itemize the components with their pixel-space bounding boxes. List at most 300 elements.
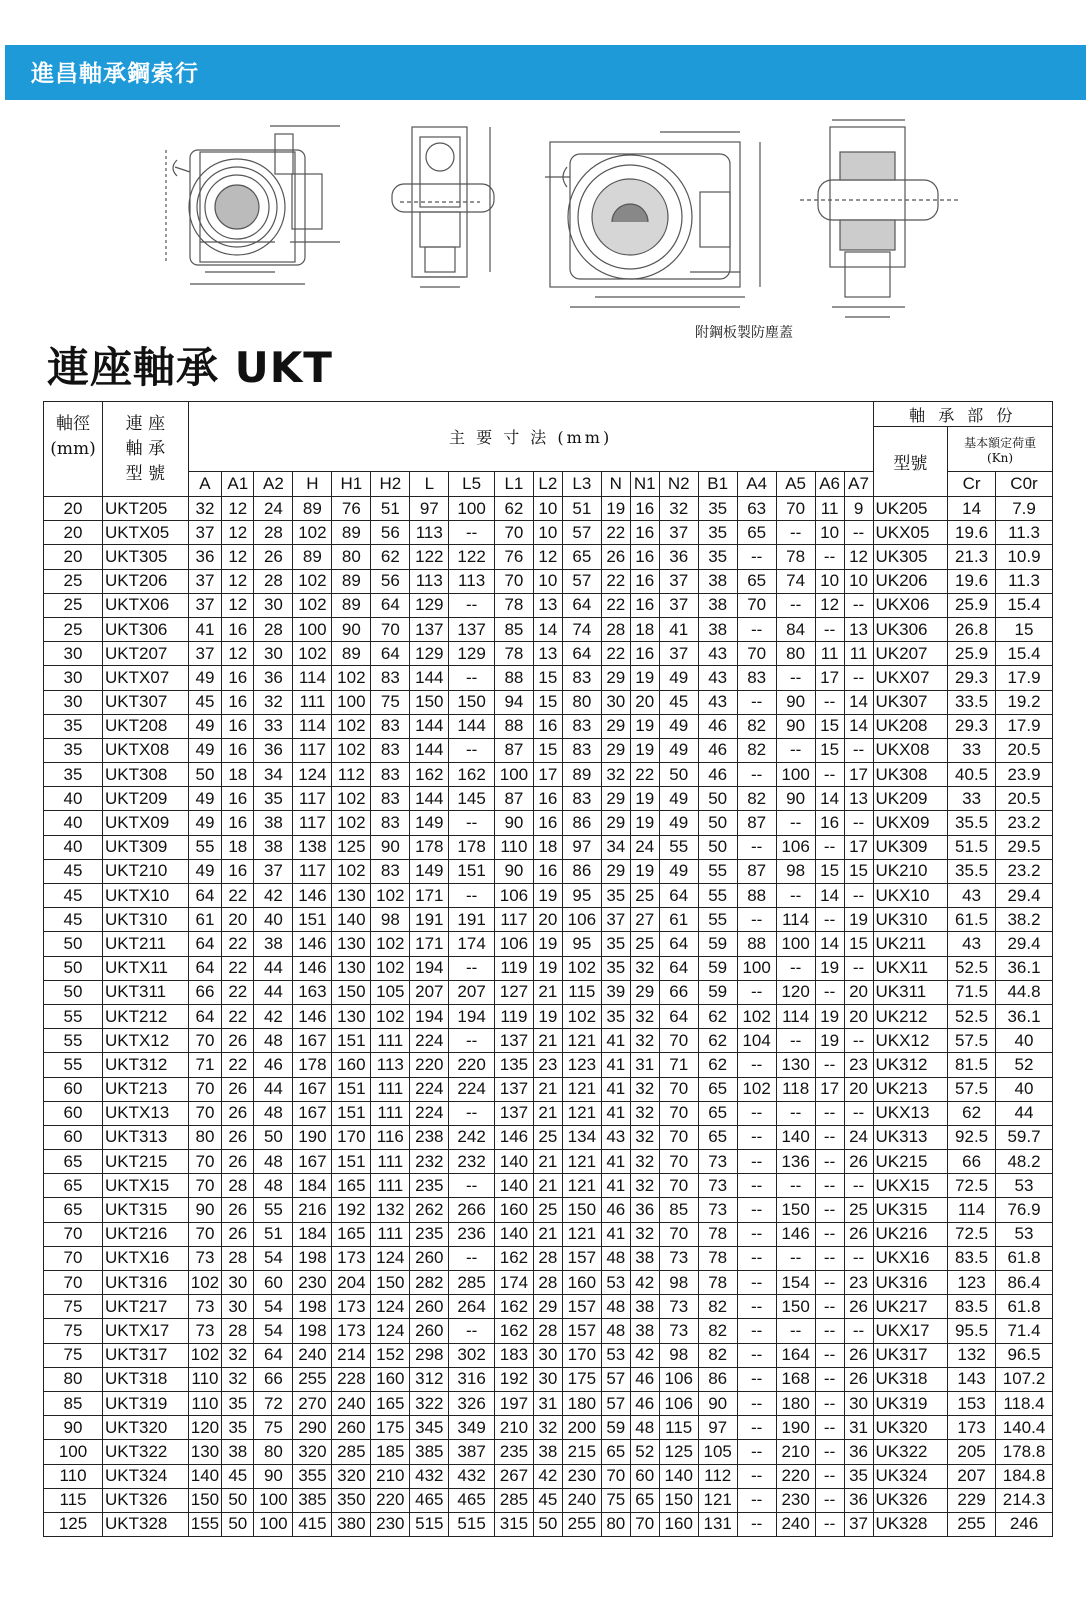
table-cell: UKX16 xyxy=(873,1246,948,1270)
table-cell: 198 xyxy=(293,1295,332,1319)
table-cell: 64 xyxy=(562,593,601,617)
col-header-l5: L5 xyxy=(449,472,495,497)
table-row xyxy=(44,1174,1053,1198)
table-cell: 25 xyxy=(844,1198,873,1222)
table-cell: 37 xyxy=(659,642,698,666)
table-cell: 70 xyxy=(659,1101,698,1125)
table-cell: 73 xyxy=(698,1174,737,1198)
table-cell: 43 xyxy=(698,690,737,714)
table-cell: 43 xyxy=(948,884,996,908)
table-cell: 197 xyxy=(494,1391,533,1415)
front-view-drawing xyxy=(166,126,340,284)
table-cell: 46 xyxy=(601,1198,630,1222)
table-cell: UKX05 xyxy=(873,521,948,545)
table-cell: 36.1 xyxy=(996,1004,1053,1028)
table-cell: 111 xyxy=(371,1174,410,1198)
table-cell: 61 xyxy=(659,908,698,932)
table-cell: 15.4 xyxy=(996,642,1053,666)
table-cell: 102 xyxy=(371,956,410,980)
table-cell: 43 xyxy=(698,666,737,690)
table-cell: 15 xyxy=(815,859,844,883)
table-cell: -- xyxy=(844,1246,873,1270)
table-cell: 35 xyxy=(222,1391,254,1415)
table-cell: 26 xyxy=(844,1222,873,1246)
table-cell: 52 xyxy=(630,1440,659,1464)
table-cell: 137 xyxy=(494,1101,533,1125)
table-cell: 14 xyxy=(844,714,873,738)
table-cell: 162 xyxy=(494,1246,533,1270)
col-header-h: H xyxy=(293,472,332,497)
table-cell: 80 xyxy=(44,1367,103,1391)
table-cell: 87 xyxy=(737,859,776,883)
table-cell: 66 xyxy=(948,1150,996,1174)
table-cell: 65 xyxy=(737,521,776,545)
table-cell: 29 xyxy=(601,811,630,835)
table-cell: -- xyxy=(844,521,873,545)
table-cell: 118.4 xyxy=(996,1391,1053,1415)
table-cell: -- xyxy=(737,835,776,859)
table-cell: 36 xyxy=(630,1198,659,1222)
table-cell: 20 xyxy=(630,690,659,714)
table-cell: 38 xyxy=(698,617,737,641)
table-cell: 82 xyxy=(737,738,776,762)
table-cell: 70 xyxy=(659,1174,698,1198)
table-cell: 102 xyxy=(332,666,371,690)
table-cell: 90 xyxy=(371,835,410,859)
table-cell: UKTX17 xyxy=(103,1319,189,1343)
table-cell: -- xyxy=(737,1343,776,1367)
table-row xyxy=(44,521,1053,545)
table-cell: 13 xyxy=(844,617,873,641)
table-row xyxy=(44,666,1053,690)
table-cell: 102 xyxy=(562,956,601,980)
table-cell: -- xyxy=(815,980,844,1004)
table-cell: UKT322 xyxy=(103,1440,189,1464)
table-cell: 86 xyxy=(698,1367,737,1391)
table-row xyxy=(44,1077,1053,1101)
table-cell: 65 xyxy=(698,1125,737,1149)
table-cell: 70 xyxy=(188,1222,221,1246)
table-cell: 153 xyxy=(948,1391,996,1415)
table-cell: UK313 xyxy=(873,1125,948,1149)
table-cell: 87 xyxy=(494,787,533,811)
table-cell: 12 xyxy=(222,545,254,569)
table-cell: 100 xyxy=(776,932,815,956)
table-cell: 28 xyxy=(533,1271,562,1295)
table-cell: 45 xyxy=(44,908,103,932)
table-cell: 83 xyxy=(737,666,776,690)
table-cell: 220 xyxy=(776,1464,815,1488)
table-cell: 129 xyxy=(410,593,449,617)
table-cell: -- xyxy=(815,1125,844,1149)
col-header-a7: A7 xyxy=(844,472,873,497)
table-cell: 20 xyxy=(44,497,103,521)
table-row xyxy=(44,787,1053,811)
table-cell: -- xyxy=(776,956,815,980)
table-row xyxy=(44,908,1053,932)
table-cell: 64 xyxy=(188,932,221,956)
table-cell: 30 xyxy=(844,1391,873,1415)
table-cell: 92.5 xyxy=(948,1125,996,1149)
table-cell: 151 xyxy=(332,1150,371,1174)
table-cell: 49 xyxy=(188,666,221,690)
table-cell: 132 xyxy=(948,1343,996,1367)
table-cell: 98 xyxy=(659,1343,698,1367)
table-cell: 113 xyxy=(410,569,449,593)
table-cell: 115 xyxy=(562,980,601,1004)
table-cell: 73 xyxy=(659,1246,698,1270)
table-cell: 129 xyxy=(449,642,495,666)
table-cell: 19 xyxy=(630,787,659,811)
table-row xyxy=(44,811,1053,835)
table-cell: 49 xyxy=(659,859,698,883)
table-cell: -- xyxy=(737,1150,776,1174)
table-cell: -- xyxy=(776,1101,815,1125)
table-cell: 114 xyxy=(293,666,332,690)
table-cell: 26 xyxy=(222,1198,254,1222)
table-cell: UKT313 xyxy=(103,1125,189,1149)
table-cell: UKX10 xyxy=(873,884,948,908)
table-cell: 24 xyxy=(630,835,659,859)
table-cell: 34 xyxy=(601,835,630,859)
table-cell: 150 xyxy=(371,1271,410,1295)
table-cell: 89 xyxy=(332,521,371,545)
table-cell: -- xyxy=(737,1125,776,1149)
table-cell: 154 xyxy=(776,1271,815,1295)
table-cell: 86 xyxy=(562,811,601,835)
table-row xyxy=(44,738,1053,762)
table-cell: 70 xyxy=(188,1029,221,1053)
table-cell: 85 xyxy=(659,1198,698,1222)
table-cell: 89 xyxy=(293,545,332,569)
table-row xyxy=(44,1391,1053,1415)
table-cell: 78 xyxy=(494,642,533,666)
table-cell: UKT319 xyxy=(103,1391,189,1415)
table-cell: 26 xyxy=(844,1150,873,1174)
table-cell: 130 xyxy=(776,1053,815,1077)
table-cell: 24 xyxy=(254,497,293,521)
table-cell: 87 xyxy=(737,811,776,835)
col-header-l1: L1 xyxy=(494,472,533,497)
table-cell: 207 xyxy=(410,980,449,1004)
unit-model-label-3: 型 號 xyxy=(125,463,166,484)
table-cell: 102 xyxy=(371,884,410,908)
table-cell: 16 xyxy=(630,497,659,521)
table-cell: -- xyxy=(449,1101,495,1125)
table-cell: 61.8 xyxy=(996,1246,1053,1270)
table-cell: 15 xyxy=(533,690,562,714)
table-cell: 17.9 xyxy=(996,714,1053,738)
table-cell: 70 xyxy=(737,593,776,617)
table-cell: UKTX12 xyxy=(103,1029,189,1053)
table-cell: UKT310 xyxy=(103,908,189,932)
table-cell: -- xyxy=(737,1246,776,1270)
table-cell: 64 xyxy=(659,956,698,980)
table-cell: 95.5 xyxy=(948,1319,996,1343)
table-cell: 49 xyxy=(659,787,698,811)
load-rating-header xyxy=(948,427,1053,472)
table-cell: 262 xyxy=(410,1198,449,1222)
table-cell: 162 xyxy=(494,1319,533,1343)
table-cell: 75 xyxy=(371,690,410,714)
table-cell: 38 xyxy=(254,932,293,956)
table-cell: UK326 xyxy=(873,1488,948,1512)
table-cell: 36 xyxy=(188,545,221,569)
table-cell: 21 xyxy=(533,1174,562,1198)
table-cell: 385 xyxy=(410,1440,449,1464)
shaft-dia-label: 軸徑 xyxy=(56,413,90,434)
table-cell: 178 xyxy=(449,835,495,859)
table-cell: 15 xyxy=(844,932,873,956)
table-cell: 59 xyxy=(698,980,737,1004)
table-cell: -- xyxy=(737,1367,776,1391)
table-cell: 16 xyxy=(630,642,659,666)
table-cell: 20 xyxy=(844,980,873,1004)
table-cell: 120 xyxy=(776,980,815,1004)
main-dimensions-header: 主 要 寸 法 (mm) xyxy=(188,402,873,472)
table-cell: 48 xyxy=(254,1029,293,1053)
table-cell: 83 xyxy=(562,666,601,690)
col-header-l: L xyxy=(410,472,449,497)
table-cell: 20 xyxy=(222,908,254,932)
table-cell: 50 xyxy=(222,1488,254,1512)
table-cell: 45 xyxy=(44,884,103,908)
table-cell: 167 xyxy=(293,1101,332,1125)
table-cell: 240 xyxy=(776,1512,815,1536)
table-cell: -- xyxy=(844,666,873,690)
table-cell: 167 xyxy=(293,1077,332,1101)
table-cell: 95 xyxy=(562,932,601,956)
table-cell: 35 xyxy=(601,1004,630,1028)
table-cell: 322 xyxy=(410,1391,449,1415)
table-cell: 102 xyxy=(188,1271,221,1295)
table-cell: 28 xyxy=(533,1246,562,1270)
table-cell: 20 xyxy=(533,908,562,932)
table-cell: 18 xyxy=(222,763,254,787)
col-header-n: N xyxy=(601,472,630,497)
table-cell: 230 xyxy=(562,1464,601,1488)
table-cell: 165 xyxy=(332,1222,371,1246)
table-cell: 214 xyxy=(332,1343,371,1367)
table-cell: 285 xyxy=(332,1440,371,1464)
table-cell: 106 xyxy=(494,884,533,908)
table-cell: -- xyxy=(815,1343,844,1367)
table-cell: 65 xyxy=(44,1198,103,1222)
table-cell: 140.4 xyxy=(996,1416,1053,1440)
table-row xyxy=(44,763,1053,787)
table-row xyxy=(44,1271,1053,1295)
table-cell: 144 xyxy=(410,666,449,690)
table-cell: UK322 xyxy=(873,1440,948,1464)
table-cell: 214.3 xyxy=(996,1488,1053,1512)
table-cell: UKX12 xyxy=(873,1029,948,1053)
table-cell: 415 xyxy=(293,1512,332,1536)
col-header-n1: N1 xyxy=(630,472,659,497)
table-cell: -- xyxy=(815,1440,844,1464)
table-cell: 74 xyxy=(776,569,815,593)
table-cell: 121 xyxy=(562,1222,601,1246)
table-cell: 30 xyxy=(222,1271,254,1295)
table-cell: 102 xyxy=(737,1004,776,1028)
bearing-part-header: 軸 承 部 份 xyxy=(873,402,1052,427)
table-cell: 198 xyxy=(293,1319,332,1343)
table-cell: 228 xyxy=(332,1367,371,1391)
table-cell: 36 xyxy=(254,666,293,690)
table-cell: 19 xyxy=(815,956,844,980)
table-cell: UK315 xyxy=(873,1198,948,1222)
table-row xyxy=(44,1367,1053,1391)
table-cell: 18 xyxy=(533,835,562,859)
table-cell: 90 xyxy=(44,1416,103,1440)
table-cell: 349 xyxy=(449,1416,495,1440)
table-cell: UKTX09 xyxy=(103,811,189,835)
table-row xyxy=(44,1488,1053,1512)
table-cell: 173 xyxy=(332,1319,371,1343)
table-cell: -- xyxy=(737,1101,776,1125)
table-cell: 135 xyxy=(494,1053,533,1077)
table-cell: -- xyxy=(449,593,495,617)
table-cell: 10 xyxy=(844,569,873,593)
bearing-model-header: 型號 xyxy=(873,427,948,497)
table-cell: 16 xyxy=(630,545,659,569)
table-cell: 64 xyxy=(188,884,221,908)
table-cell: 70 xyxy=(659,1150,698,1174)
col-header-h2: H2 xyxy=(371,472,410,497)
table-cell: 232 xyxy=(449,1150,495,1174)
table-cell: 102 xyxy=(332,714,371,738)
table-cell: -- xyxy=(815,1222,844,1246)
table-cell: 73 xyxy=(698,1150,737,1174)
table-row xyxy=(44,497,1053,521)
table-cell: 72 xyxy=(254,1391,293,1415)
table-cell: 83 xyxy=(371,811,410,835)
table-cell: 40 xyxy=(44,787,103,811)
table-cell: 36 xyxy=(659,545,698,569)
company-name: 進昌軸承鋼索行 xyxy=(31,61,199,87)
table-cell: 85 xyxy=(494,617,533,641)
table-cell: 26 xyxy=(844,1367,873,1391)
table-cell: 62 xyxy=(371,545,410,569)
table-cell: -- xyxy=(737,690,776,714)
table-cell: 37 xyxy=(659,569,698,593)
table-cell: 90 xyxy=(332,617,371,641)
table-cell: 230 xyxy=(776,1488,815,1512)
table-cell: 100 xyxy=(449,497,495,521)
table-cell: -- xyxy=(737,1464,776,1488)
table-cell: 185 xyxy=(371,1440,410,1464)
table-cell: -- xyxy=(815,1198,844,1222)
table-row xyxy=(44,1101,1053,1125)
table-cell: 83 xyxy=(371,763,410,787)
table-cell: 102 xyxy=(332,738,371,762)
table-cell: 57 xyxy=(601,1367,630,1391)
table-cell: 25 xyxy=(44,617,103,641)
table-cell: 102 xyxy=(562,1004,601,1028)
table-cell: 14 xyxy=(815,884,844,908)
table-cell: 15.4 xyxy=(996,593,1053,617)
table-cell: 17 xyxy=(533,763,562,787)
table-cell: 63 xyxy=(737,497,776,521)
table-cell: 240 xyxy=(562,1488,601,1512)
table-cell: 50 xyxy=(698,811,737,835)
table-cell: 146 xyxy=(494,1125,533,1149)
table-cell: 32 xyxy=(630,1222,659,1246)
table-cell: -- xyxy=(844,884,873,908)
table-cell: 164 xyxy=(776,1343,815,1367)
table-cell: 18 xyxy=(630,617,659,641)
table-cell: 32 xyxy=(630,1101,659,1125)
table-cell: UKT207 xyxy=(103,642,189,666)
table-cell: 11.3 xyxy=(996,521,1053,545)
table-cell: 44 xyxy=(254,1077,293,1101)
table-cell: 22 xyxy=(630,763,659,787)
table-row xyxy=(44,690,1053,714)
table-cell: 80 xyxy=(188,1125,221,1149)
table-cell: 30 xyxy=(222,1295,254,1319)
table-cell: UKT326 xyxy=(103,1488,189,1512)
table-cell: 260 xyxy=(410,1319,449,1343)
table-cell: UK312 xyxy=(873,1053,948,1077)
table-cell: 345 xyxy=(410,1416,449,1440)
table-cell: 113 xyxy=(449,569,495,593)
table-cell: 80 xyxy=(776,642,815,666)
table-cell: 119 xyxy=(494,956,533,980)
table-cell: 12 xyxy=(222,497,254,521)
table-cell: -- xyxy=(449,1174,495,1198)
table-cell: 110 xyxy=(188,1391,221,1415)
table-cell: 21 xyxy=(533,1029,562,1053)
table-cell: 43 xyxy=(698,642,737,666)
table-cell: 130 xyxy=(332,884,371,908)
table-cell: 44 xyxy=(254,980,293,1004)
table-cell: 13 xyxy=(533,642,562,666)
table-cell: 121 xyxy=(562,1029,601,1053)
table-cell: 137 xyxy=(494,1077,533,1101)
table-cell: 23 xyxy=(844,1271,873,1295)
table-cell: 216 xyxy=(293,1198,332,1222)
table-cell: 29 xyxy=(601,859,630,883)
table-cell: 162 xyxy=(410,763,449,787)
table-cell: 90 xyxy=(254,1464,293,1488)
table-row xyxy=(44,859,1053,883)
table-cell: UK216 xyxy=(873,1222,948,1246)
table-cell: 38 xyxy=(698,593,737,617)
table-cell: 70 xyxy=(494,569,533,593)
table-cell: 48 xyxy=(630,1416,659,1440)
table-cell: 11 xyxy=(815,642,844,666)
table-cell: 83 xyxy=(371,787,410,811)
table-cell: 12 xyxy=(533,545,562,569)
table-cell: 20 xyxy=(844,1004,873,1028)
table-cell: 25 xyxy=(533,1198,562,1222)
table-cell: 59 xyxy=(601,1416,630,1440)
table-cell: 88 xyxy=(737,884,776,908)
table-cell: -- xyxy=(844,1319,873,1343)
table-cell: 151 xyxy=(332,1029,371,1053)
table-cell: UKT315 xyxy=(103,1198,189,1222)
table-cell: 51 xyxy=(562,497,601,521)
table-cell: 41 xyxy=(601,1150,630,1174)
table-cell: 171 xyxy=(410,884,449,908)
table-cell: 55 xyxy=(188,835,221,859)
table-row xyxy=(44,642,1053,666)
table-cell: 143 xyxy=(948,1367,996,1391)
table-cell: 224 xyxy=(410,1101,449,1125)
table-cell: 64 xyxy=(188,956,221,980)
table-cell: UKT317 xyxy=(103,1343,189,1367)
table-cell: 70 xyxy=(659,1029,698,1053)
table-cell: 32 xyxy=(630,1174,659,1198)
